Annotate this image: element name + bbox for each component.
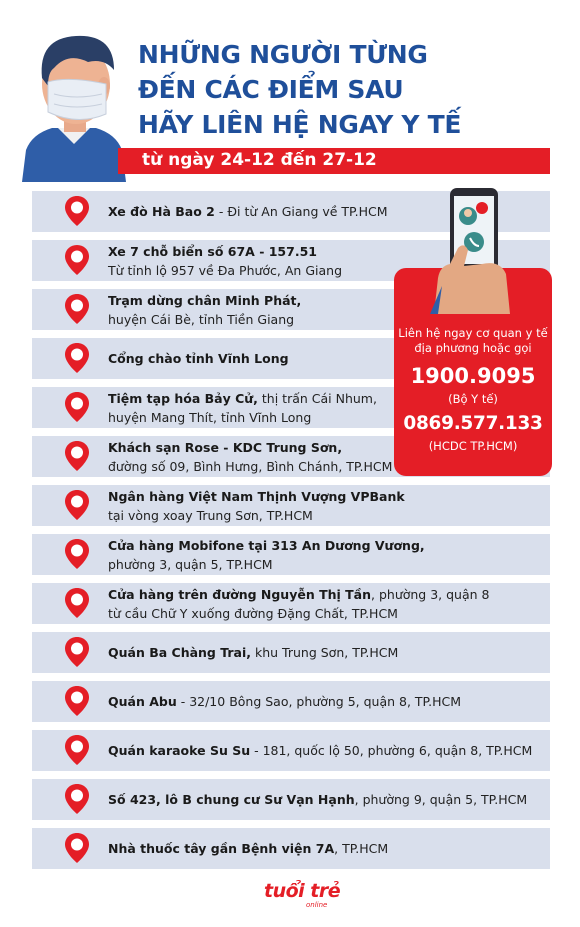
- location-detail: - Đi từ An Giang về TP.HCM: [214, 204, 388, 219]
- map-pin-icon: [64, 783, 90, 815]
- location-text: [108, 643, 398, 662]
- headline-line-3: HÃY LIÊN HỆ NGAY Y TẾ: [138, 110, 462, 139]
- location-text: [108, 349, 289, 368]
- location-text: [108, 692, 461, 711]
- location-line-1: [108, 242, 342, 261]
- location-line-2: đường số 09, Bình Hưng, Bình Chánh, TP.HCM: [108, 459, 393, 474]
- hotline-hcdc: 0869.577.133: [403, 413, 543, 434]
- location-line-1: [108, 202, 388, 221]
- location-name: Cửa hàng trên đường Nguyễn Thị Tần: [108, 587, 372, 602]
- date-range: từ ngày 24-12 đến 27-12: [142, 150, 377, 170]
- headline-line-1: NHỮNG NGƯỜI TỪNG: [138, 40, 428, 69]
- location-line-1: [108, 741, 532, 760]
- map-pin-icon: [64, 685, 90, 717]
- location-line-1: [108, 291, 301, 310]
- location-line-1: [108, 438, 392, 457]
- location-line-2: huyện Mang Thít, tỉnh Vĩnh Long: [108, 410, 312, 425]
- location-line-1: [108, 389, 377, 408]
- location-detail: - 181, quốc lộ 50, phường 6, quận 8, TP.HCM: [250, 743, 533, 758]
- hotline-ministry-owner: (Bộ Y tế): [448, 392, 498, 406]
- location-text: [108, 790, 527, 809]
- contact-intro: [394, 326, 552, 356]
- contact-intro-line-1: Liên hệ ngay cơ quan y tế: [398, 326, 548, 340]
- location-line-1: [108, 692, 461, 711]
- map-pin-icon: [64, 538, 90, 570]
- location-line-2: huyện Cái Bè, tỉnh Tiền Giang: [108, 312, 295, 327]
- logo-text: tuổi trẻ: [264, 880, 341, 902]
- map-pin-icon: [64, 391, 90, 423]
- location-name: Khách sạn Rose - KDC Trung Sơn,: [108, 440, 343, 455]
- location-name: Cửa hàng Mobifone tại 313 An Dương Vương,: [108, 538, 425, 553]
- location-line-1: [108, 585, 490, 604]
- map-pin-icon: [64, 244, 90, 276]
- location-text: [108, 389, 377, 427]
- location-text: [108, 839, 388, 858]
- location-detail: , phường 9, quận 5, TP.HCM: [354, 792, 528, 807]
- map-pin-icon: [64, 587, 90, 619]
- location-name: Quán Abu: [108, 694, 177, 709]
- location-line-1: [108, 487, 405, 506]
- location-line-1: [108, 349, 289, 368]
- masked-person-illustration: [18, 22, 130, 182]
- location-text: [108, 242, 342, 280]
- map-pin-icon: [64, 293, 90, 325]
- location-text: [108, 202, 388, 221]
- location-text: [108, 536, 425, 574]
- location-name: Ngân hàng Việt Nam Thịnh Vượng VPBank: [108, 489, 405, 504]
- location-name: Xe đò Hà Bao 2: [108, 204, 215, 219]
- map-pin-icon: [64, 342, 90, 374]
- location-detail: - 32/10 Bông Sao, phường 5, quận 8, TP.HCM: [176, 694, 462, 709]
- location-text: [108, 438, 392, 476]
- headline-line-2: ĐẾN CÁC ĐIỂM SAU: [138, 75, 404, 104]
- location-name: Nhà thuốc tây gần Bệnh viện 7A: [108, 841, 335, 856]
- location-line-1: [108, 790, 527, 809]
- location-detail: khu Trung Sơn, TP.HCM: [251, 645, 399, 660]
- map-pin-icon: [64, 489, 90, 521]
- location-text: [108, 487, 405, 525]
- map-pin-icon: [64, 440, 90, 472]
- map-pin-icon: [64, 832, 90, 864]
- location-detail: thị trấn Cái Nhum,: [257, 391, 377, 406]
- map-pin-icon: [64, 195, 90, 227]
- map-pin-icon: [64, 734, 90, 766]
- location-detail: , phường 3, quận 8: [371, 587, 490, 602]
- location-line-1: [108, 839, 388, 858]
- location-text: [108, 291, 301, 329]
- logo-subtext: online: [306, 901, 328, 909]
- location-text: [108, 741, 532, 760]
- location-line-2: tại vòng xoay Trung Sơn, TP.HCM: [108, 508, 313, 523]
- hotline-ministry: 1900.9095: [410, 364, 536, 388]
- location-name: Quán karaoke Su Su: [108, 743, 251, 758]
- tuoitre-logo: [264, 880, 340, 912]
- location-line-2: phường 3, quận 5, TP.HCM: [108, 557, 273, 572]
- map-pin-icon: [64, 636, 90, 668]
- location-name: Trạm dừng chân Minh Phát,: [108, 293, 302, 308]
- location-detail: , TP.HCM: [334, 841, 389, 856]
- location-line-2: từ cầu Chữ Y xuống đường Đặng Chất, TP.HCM: [108, 606, 398, 621]
- contact-intro-line-2: địa phương hoặc gọi: [414, 341, 532, 355]
- location-line-2: Từ tỉnh lộ 957 về Đa Phước, An Giang: [108, 263, 343, 278]
- location-name: Số 423, lô B chung cư Sư Vạn Hạnh: [108, 792, 355, 807]
- location-text: [108, 585, 490, 623]
- location-line-1: [108, 536, 425, 555]
- location-name: Xe 7 chỗ biển số 67A - 157.51: [108, 244, 317, 259]
- phone-in-hand-illustration: [424, 186, 542, 314]
- location-name: Cổng chào tỉnh Vĩnh Long: [108, 351, 289, 366]
- hotline-hcdc-owner: (HCDC TP.HCM): [428, 439, 518, 453]
- location-name: Quán Ba Chàng Trai,: [108, 645, 252, 660]
- location-name: Tiệm tạp hóa Bảy Cử,: [108, 391, 258, 406]
- location-line-1: [108, 643, 398, 662]
